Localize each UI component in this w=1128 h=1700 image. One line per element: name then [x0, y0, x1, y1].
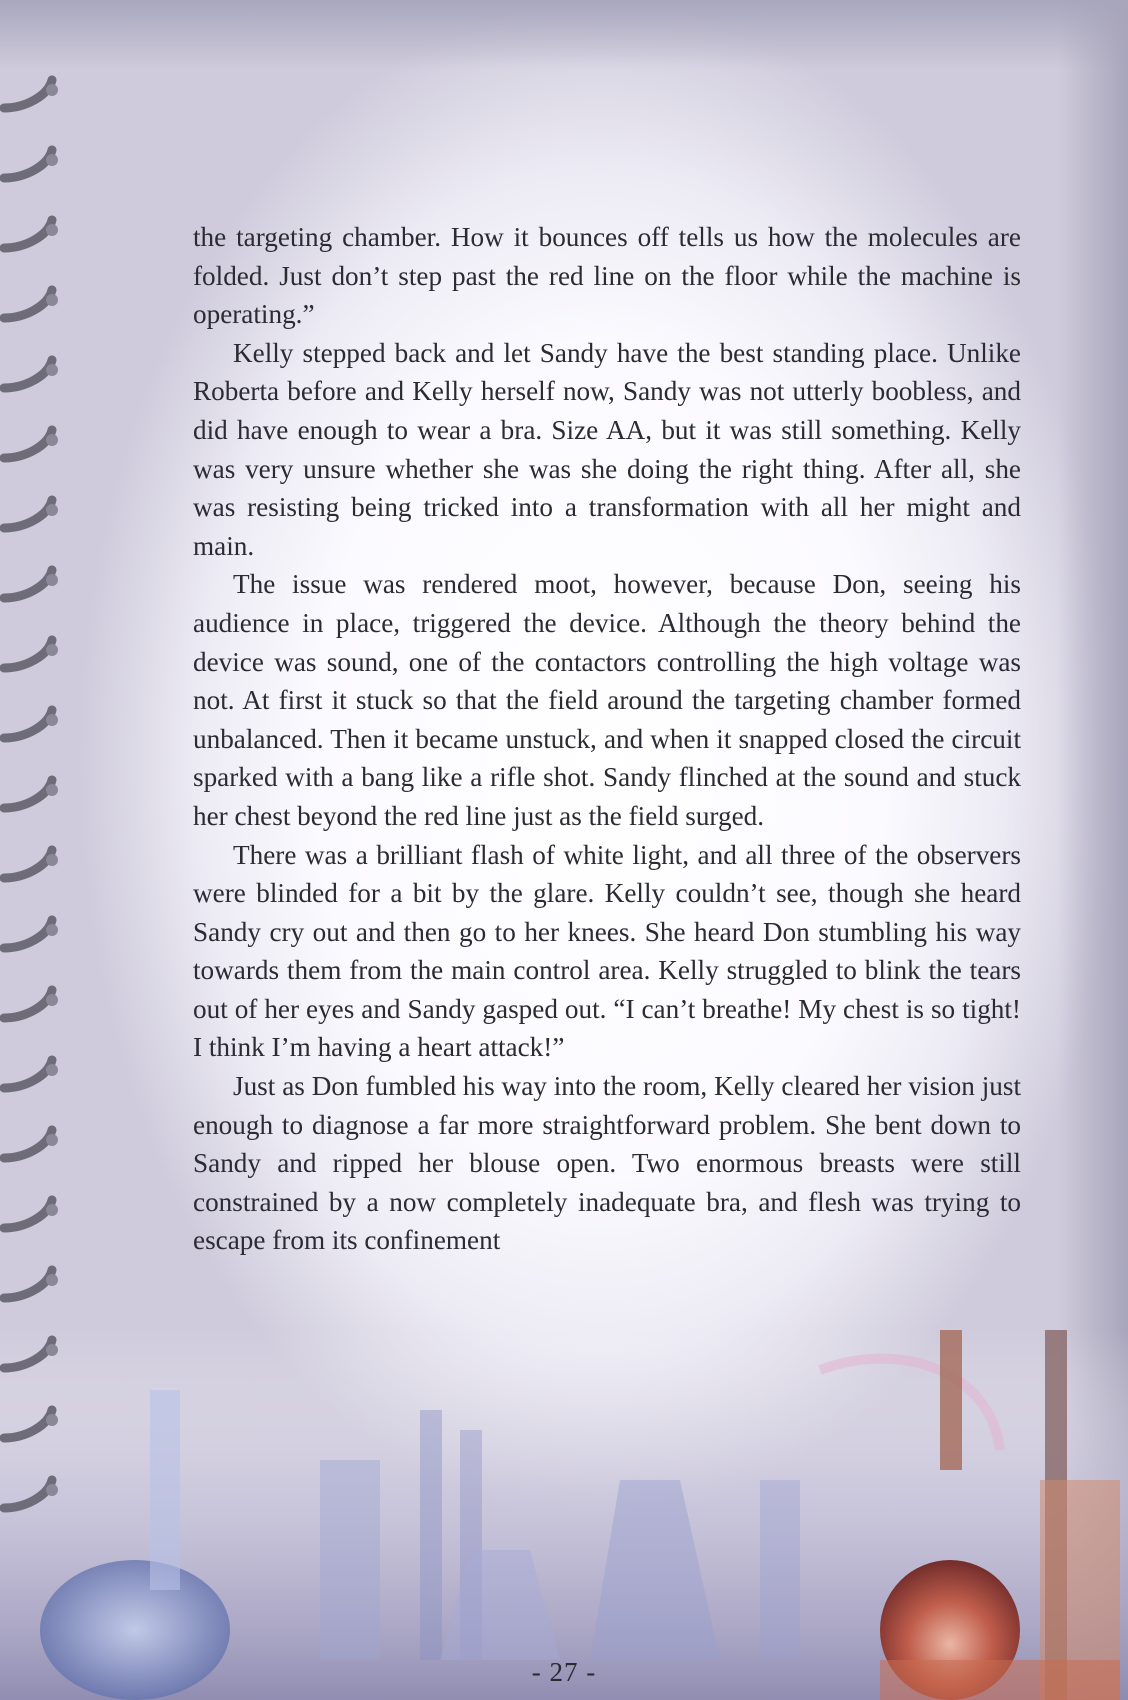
paragraph: Kelly stepped back and let Sandy have the best standing place. Unlike Roberta before and Kelly herself now, Sandy was not utterly boobless, and did have enough to wear a bra. Size AA, but it was still something. Kelly was very unsure whether she was she doing the right thing. After all, she was resisting being tricked into a transformation with all her might and main.: [193, 337, 1021, 561]
paragraph: the targeting chamber. How it bounces off tells us how the molecules are folded. Just don’t step past the red line on the floor while the machine is operating.”: [193, 222, 1021, 330]
paragraph: There was a brilliant flash of white light, and all three of the observers were blinded for a bit by the glare. Kelly couldn’t see, though she heard Sandy cry out and then go to her knees. She heard Don stumbling his way towards them from the main control area. Kelly struggled to blink the tears out of her eyes and Sandy gasped out. “I can’t breathe! My chest is so tight! I think I’m having a heart attack!”: [193, 839, 1021, 1063]
paragraph: Just as Don fumbled his way into the room, Kelly cleared her vision just enough to diagnose a far more straightforward problem. She bent down to Sandy and ripped her blouse open. Two enormous breasts were still constrained by a now completely inadequate bra, and flesh was trying to escape from its confinement: [193, 1071, 1021, 1256]
body-text: [193, 218, 1021, 1260]
page-number: - 27 -: [531, 1657, 597, 1687]
paragraph: The issue was rendered moot, however, because Don, seeing his audience in place, triggered the device. Although the theory behind the device was sound, one of the contactors controlling the high voltage was not. At first it stuck so that the field around the targeting chamber formed unbalanced. Then it became unstuck, and when it snapped closed the circuit sparked with a bang like a rifle shot. Sandy flinched at the sound and stuck her chest beyond the red line just as the field surged.: [193, 569, 1021, 831]
lab-glassware-icon: [0, 1330, 1128, 1700]
top-border: [0, 0, 1128, 70]
spiral-binding-icon: [0, 0, 70, 1700]
